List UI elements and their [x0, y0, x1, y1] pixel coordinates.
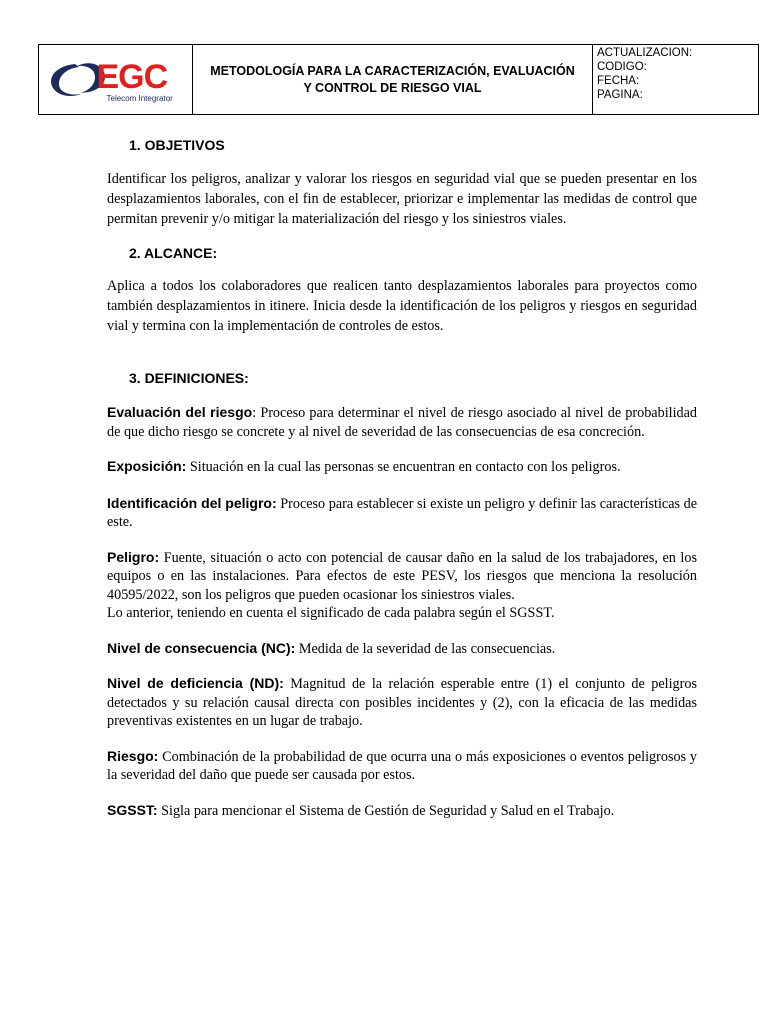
- definition-text: Magnitud de la relación esperable entre (1) el conjunto de peligros detectados y su relación causal directa con posibles incidentes y (2), con la eficacia de las medidas preventivas existentes en un lugar de trabajo.: [107, 676, 697, 729]
- definition-term: Nivel de consecuencia (NC):: [107, 639, 296, 656]
- definition-term: Riesgo:: [107, 747, 159, 764]
- definition-term: SGSST:: [107, 801, 158, 818]
- meta-actualizacion: ACTUALIZACION:: [597, 47, 693, 59]
- document-body: [107, 130, 697, 820]
- section-title-alcance: 2. ALCANCE:: [129, 245, 218, 261]
- definition-text: Situación en la cual las personas se encuentran en contacto con los peligros.: [186, 459, 621, 475]
- document-title: METODOLOGÍA PARA LA CARACTERIZACIÓN, EVALUACIÓN Y CONTROL DE RIESGO VIAL: [193, 45, 593, 114]
- logo-text: EGC: [96, 57, 168, 96]
- alcance-text: Aplica a todos los colaboradores que realicen tanto desplazamientos laborales para proyectos como también desplazamientos in itinere. Inicia desde la identificación de los peligros y riesgos en seguridad vial y termina con la implementación de controles de estos.: [107, 278, 697, 334]
- logo-cell: [39, 45, 193, 114]
- objetivos-text: Identificar los peligros, analizar y valorar los riesgos en seguridad vial que se pueden presentar en los desplazamientos laborales, con el fin de establecer, priorizar e implementar las medidas de control que permitan prevenir y/o mitigar la materialización del riesgo y los siniestros viales.: [107, 171, 697, 227]
- definition-item: [107, 457, 697, 477]
- definition-text: : Proceso para determinar el nivel de riesgo asociado al nivel de probabilidad de que dicho riesgo se concrete y al nivel de severidad de las consecuencias de esa concreción.: [107, 405, 698, 440]
- definition-item: [107, 548, 697, 623]
- definition-text: Proceso para establecer si existe un peligro y definir las características de este.: [107, 495, 698, 530]
- logo-tagline: Telecom Integrator: [106, 93, 173, 103]
- definition-text: Combinación de la probabilidad de que ocurra una o más exposiciones o eventos peligrosos y la severidad del daño que puede ser causada por estos.: [107, 748, 697, 783]
- definition-text: Sigla para mencionar el Sistema de Gestión de Seguridad y Salud en el Trabajo.: [157, 802, 615, 819]
- definition-term: Exposición:: [107, 458, 187, 474]
- definition-text: Fuente, situación o acto con potencial de causar daño en la salud de los trabajadores, en los equipos o en las instalaciones. Para efectos de este PESV, los riesgos que menciona la resolución 40595/2022, son los peligros que pueden ocasionar los siniestros viales.: [107, 549, 697, 603]
- meta-pagina: PAGINA:: [597, 89, 643, 101]
- definition-item: [107, 747, 697, 785]
- definition-item: [107, 674, 697, 731]
- definition-item: [107, 639, 697, 659]
- definition-text: Medida de la severidad de las consecuencias.: [295, 640, 556, 657]
- meta-codigo: CODIGO:: [597, 61, 647, 73]
- definition-item: [107, 494, 697, 532]
- definition-term: Identificación del peligro:: [107, 494, 277, 511]
- meta-fecha: FECHA:: [597, 75, 640, 87]
- definition-term: Evaluación del riesgo: [107, 404, 253, 420]
- definition-term: Peligro:: [107, 548, 160, 565]
- section-title-objetivos: 1. OBJETIVOS: [129, 137, 225, 153]
- egc-logo: [45, 52, 187, 108]
- definition-item: [107, 403, 697, 441]
- section-title-definiciones: 3. DEFINICIONES:: [129, 370, 249, 386]
- definition-item: [107, 801, 697, 821]
- document-header: [38, 44, 759, 115]
- definition-term: Nivel de deficiencia (ND):: [107, 675, 284, 691]
- document-meta: [593, 45, 758, 114]
- definition-extra: Lo anterior, teniendo en cuenta el significado de cada palabra según el SGSST.: [107, 605, 555, 621]
